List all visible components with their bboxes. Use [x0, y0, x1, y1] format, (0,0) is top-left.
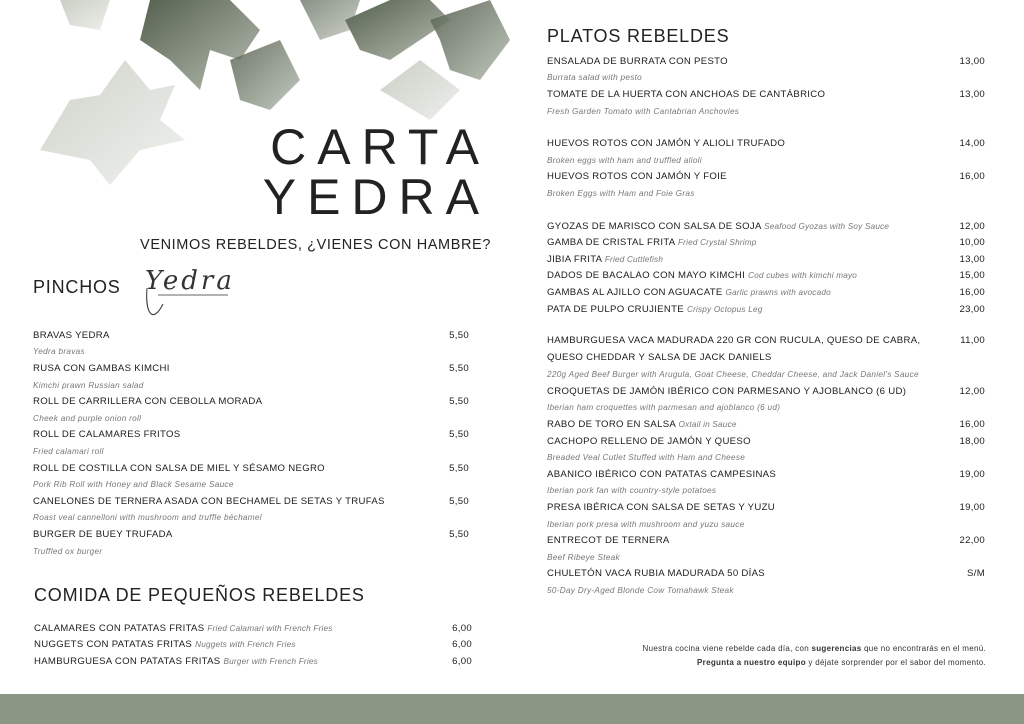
item-description: Roast veal cannelloni with mushroom and truffle béchamel: [33, 513, 262, 523]
menu-item: [547, 53, 985, 70]
menu-item: [547, 466, 985, 483]
item-description: Fried calamari roll: [33, 446, 104, 456]
item-name: CALAMARES CON PATATAS FRITAS Fried Calamari with French Fries: [34, 622, 333, 634]
menu-item: [33, 393, 469, 410]
item-description: Crispy Octopus Leg: [686, 304, 763, 314]
item-name: DADOS DE BACALAO CON MAYO KIMCHI Cod cubes with kimchi mayo: [547, 270, 858, 282]
item-description: Fried Cuttlefish: [604, 254, 664, 264]
item-price: 22,00: [959, 535, 985, 547]
item-description: Pork Rib Roll with Honey and Black Sesame Sauce: [33, 480, 234, 490]
item-description: Burrata salad with pesto: [547, 73, 643, 83]
item-price: 13,00: [959, 253, 985, 265]
menu-item: [547, 251, 985, 268]
menu-item: [547, 301, 985, 318]
note-line-2: Pregunta a nuestro equipo y déjate sorprender por el sabor del momento.: [697, 658, 986, 667]
kids-heading: COMIDA DE PEQUEÑOS REBELDES: [34, 585, 365, 605]
item-description: Iberian ham croquettes with parmesan and ajoblanco (6 ud): [547, 403, 781, 413]
item-price: S/M: [967, 568, 985, 580]
item-description: Oxtail in Sauce: [678, 420, 737, 430]
item-description: Beef Ribeye Steak: [547, 552, 620, 562]
item-price: 19,00: [959, 502, 985, 514]
kids-list: [34, 620, 472, 670]
item-price: 6,00: [452, 639, 472, 651]
platos-heading: PLATOS REBELDES: [547, 26, 730, 46]
item-description: Fried Calamari with French Fries: [207, 623, 333, 633]
menu-item: [547, 416, 985, 433]
item-name: CACHOPO RELLENO DE JAMÓN Y QUESO: [547, 435, 751, 447]
item-price: 15,00: [959, 270, 985, 282]
item-name: HAMBURGUESA VACA MADURADA 220 GR CON RUCULA, QUESO DE CABRA, QUESO CHEDDAR Y SALSA DE JACK DANIELS: [547, 335, 921, 363]
item-price: 13,00: [959, 55, 985, 67]
item-name: ENSALADA DE BURRATA CON PESTO: [547, 55, 728, 67]
item-name: ROLL DE COSTILLA CON SALSA DE MIEL Y SÉSAMO NEGRO: [33, 462, 325, 474]
item-price: 12,00: [959, 385, 985, 397]
item-price: 5,50: [449, 495, 469, 507]
footer-band: [0, 694, 1024, 724]
item-name: JIBIA FRITA Fried Cuttlefish: [547, 253, 664, 265]
item-price: 5,50: [449, 396, 469, 408]
item-name: TOMATE DE LA HUERTA CON ANCHOAS DE CANTÁBRICO: [547, 88, 826, 100]
menu-item: [547, 566, 985, 583]
item-price: 6,00: [452, 655, 472, 667]
item-price: 13,00: [959, 88, 985, 100]
menu-title: [250, 119, 490, 225]
item-name: NUGGETS CON PATATAS FRITAS Nuggets with French Fries: [34, 639, 296, 651]
menu-item: [547, 433, 985, 450]
menu-item: [547, 135, 985, 152]
item-description: Breaded Veal Cutlet Stuffed with Ham and Cheese: [547, 453, 746, 463]
item-name: ROLL DE CALAMARES FRITOS: [33, 429, 181, 441]
item-description: Kimchi prawn Russian salad: [33, 380, 144, 390]
item-price: 6,00: [452, 622, 472, 634]
item-price: 16,00: [959, 419, 985, 431]
item-name: CHULETÓN VACA RUBIA MADURADA 50 DÍAS: [547, 568, 766, 580]
item-description: Cheek and purple onion roll: [33, 413, 142, 423]
item-description: Fried Crystal Shrimp: [677, 238, 757, 248]
menu-item: [547, 284, 985, 301]
item-description: Truffled ox burger: [33, 546, 103, 556]
menu-item: [547, 532, 985, 549]
title-line-2: YEDRA: [262, 169, 490, 225]
item-name: BRAVAS YEDRA: [33, 329, 110, 341]
item-price: 5,50: [449, 329, 469, 341]
item-price: 14,00: [959, 138, 985, 150]
menu-item: [33, 360, 469, 377]
item-name: PATA DE PULPO CRUJIENTE Crispy Octopus Leg: [547, 303, 763, 315]
item-price: 16,00: [959, 286, 985, 298]
item-description: Burger with French Fries: [223, 656, 318, 666]
item-description: 50-Day Dry-Aged Blonde Cow Tomahawk Steak: [547, 586, 734, 596]
item-name: HUEVOS ROTOS CON JAMÓN Y ALIOLI TRUFADO: [547, 138, 786, 150]
item-description: Yedra bravas: [33, 347, 85, 357]
item-name: CANELONES DE TERNERA ASADA CON BECHAMEL DE SETAS Y TRUFAS: [33, 495, 385, 507]
spacer: [547, 119, 985, 135]
menu-item: [547, 86, 985, 103]
item-price: 10,00: [959, 237, 985, 249]
menu-item: [33, 327, 469, 344]
spacer: [547, 317, 985, 333]
yedra-logo: [145, 266, 235, 296]
menu-item: [547, 499, 985, 516]
item-description: Broken eggs with ham and truffled alioli: [547, 155, 702, 165]
item-name: GAMBA DE CRISTAL FRITA Fried Crystal Shrimp: [547, 237, 757, 249]
menu-item: [33, 526, 469, 543]
item-name: CROQUETAS DE JAMÓN IBÉRICO CON PARMESANO Y AJOBLANCO (6 UD): [547, 385, 907, 397]
title-line-1: CARTA: [270, 119, 490, 175]
item-description: Iberian pork presa with mushroom and yuzu sauce: [547, 519, 745, 529]
menu-item: [547, 333, 985, 366]
item-description: Nuggets with French Fries: [195, 640, 296, 650]
item-description: Fresh Garden Tomato with Cantabrian Anchovies: [547, 106, 740, 116]
menu-item: [547, 169, 985, 186]
item-name: RABO DE TORO EN SALSA Oxtail in Sauce: [547, 419, 737, 431]
item-name: RUSA CON GAMBAS KIMCHI: [33, 362, 170, 374]
item-description: Seafood Gyozas with Soy Sauce: [764, 221, 890, 231]
item-name: ROLL DE CARRILLERA CON CEBOLLA MORADA: [33, 396, 263, 408]
item-price: 19,00: [959, 468, 985, 480]
tagline: VENIMOS REBELDES, ¿VIENES CON HAMBRE?: [140, 237, 491, 253]
item-price: 23,00: [959, 303, 985, 315]
item-price: 5,50: [449, 528, 469, 540]
menu-item: [34, 653, 472, 670]
menu-item: [33, 460, 469, 477]
item-name: GYOZAS DE MARISCO CON SALSA DE SOJA Seafood Gyozas with Soy Sauce: [547, 220, 890, 232]
item-description: Broken Eggs with Ham and Foie Gras: [547, 188, 695, 198]
logo-flourish: [143, 284, 243, 324]
pinchos-heading: PINCHOS: [33, 277, 121, 297]
item-price: 18,00: [959, 435, 985, 447]
menu-item: [547, 234, 985, 251]
item-name: ABANICO IBÉRICO CON PATATAS CAMPESINAS: [547, 468, 777, 480]
item-description: Cod cubes with kimchi mayo: [748, 271, 858, 281]
item-price: 12,00: [959, 220, 985, 232]
item-price: 5,50: [449, 462, 469, 474]
item-price: 16,00: [959, 171, 985, 183]
menu-item: [34, 620, 472, 637]
menu-item: [547, 268, 985, 285]
item-name: GAMBAS AL AJILLO CON AGUACATE Garlic prawns with avocado: [547, 286, 831, 298]
item-description: 220g Aged Beef Burger with Arugula, Goat Cheese, Cheddar Cheese, and Jack Daniel's Sauce: [547, 370, 919, 380]
item-name: PRESA IBÉRICA CON SALSA DE SETAS Y YUZU: [547, 502, 775, 514]
item-price: 5,50: [449, 429, 469, 441]
logo-text: Yedra: [145, 266, 235, 296]
pinchos-list: [33, 327, 469, 559]
item-name: HAMBURGUESA CON PATATAS FRITAS Burger with French Fries: [34, 655, 318, 667]
note-line-1: Nuestra cocina viene rebelde cada día, con sugerencias que no encontrarás en el menú.: [642, 644, 986, 653]
item-price: 5,50: [449, 362, 469, 374]
menu-item: [547, 218, 985, 235]
spacer: [547, 202, 985, 218]
item-name: BURGER DE BUEY TRUFADA: [33, 528, 173, 540]
menu-item: [34, 637, 472, 654]
platos-list: [547, 53, 985, 599]
menu-item: [33, 493, 469, 510]
item-name: ENTRECOT DE TERNERA: [547, 535, 670, 547]
menu-item: [547, 383, 985, 400]
item-description: Garlic prawns with avocado: [725, 287, 831, 297]
menu-item: [33, 427, 469, 444]
item-price: 11,00: [960, 335, 985, 347]
item-description: Iberian pork fan with country-style potatoes: [547, 486, 717, 496]
item-name: HUEVOS ROTOS CON JAMÓN Y FOIE: [547, 171, 727, 183]
